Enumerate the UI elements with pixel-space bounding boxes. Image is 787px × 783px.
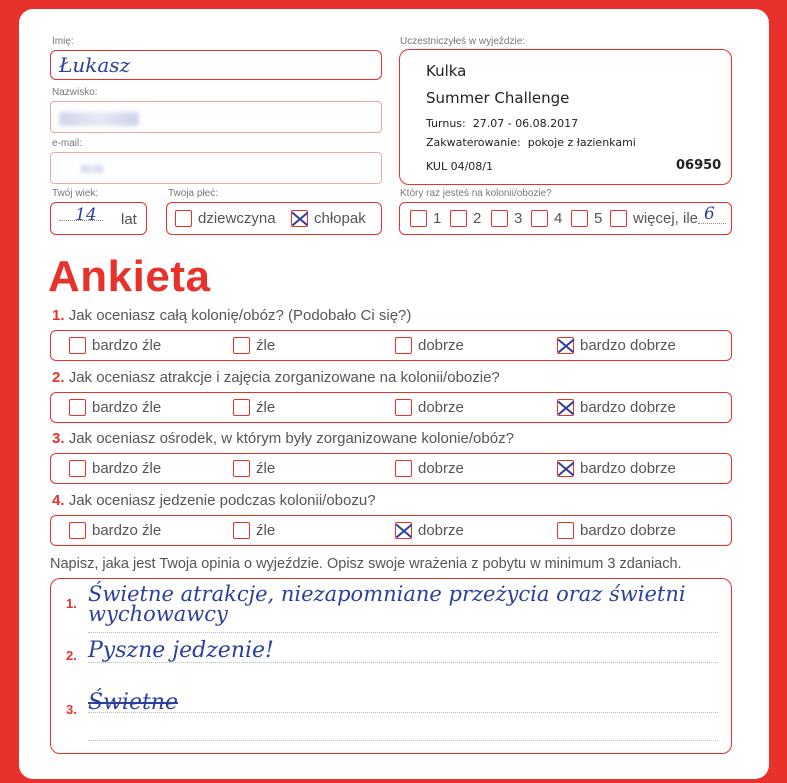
gender-option-boy[interactable] bbox=[291, 203, 366, 234]
email-redacted bbox=[81, 165, 103, 173]
opinion-prompt: Napisz, jaka jest Twoja opinia o wyjeździe. Opisz swoje wrażenia z pobytu w minimum 3 zdaniach. bbox=[50, 556, 682, 572]
answer-label: bardzo źle bbox=[92, 399, 162, 416]
writing-line bbox=[88, 632, 718, 633]
turnus-label: Turnus: bbox=[426, 117, 466, 130]
turnus-row bbox=[426, 117, 578, 130]
name-field[interactable] bbox=[50, 50, 382, 80]
question-number: 2. bbox=[52, 369, 65, 386]
question-number: 4. bbox=[52, 492, 65, 509]
question-text: Jak oceniasz jedzenie podczas kolonii/obozu? bbox=[68, 492, 376, 509]
answer-label: bardzo źle bbox=[92, 522, 162, 539]
answer-option[interactable] bbox=[395, 454, 464, 483]
checkbox[interactable] bbox=[557, 522, 574, 539]
answer-label: dobrze bbox=[418, 399, 464, 416]
checkbox[interactable] bbox=[69, 337, 86, 354]
checkbox-checked[interactable] bbox=[395, 522, 412, 539]
answer-option[interactable] bbox=[557, 331, 676, 360]
checkbox[interactable] bbox=[395, 460, 412, 477]
checkbox[interactable] bbox=[395, 337, 412, 354]
checkbox[interactable] bbox=[571, 210, 588, 227]
answer-option[interactable] bbox=[557, 516, 676, 545]
turnus-value: 27.07 - 06.08.2017 bbox=[472, 117, 579, 130]
answer-label: bardzo dobrze bbox=[580, 522, 676, 539]
gender-group bbox=[166, 202, 382, 235]
question-3 bbox=[52, 430, 514, 447]
checkbox-checked[interactable] bbox=[557, 337, 574, 354]
opinion-number-1: 1. bbox=[66, 596, 77, 611]
answer-option[interactable] bbox=[69, 331, 161, 360]
opinion-text-2: Pyszne jedzenie! bbox=[88, 638, 274, 663]
answer-label: źle bbox=[256, 337, 276, 354]
answer-option[interactable] bbox=[233, 331, 275, 360]
question-text: Jak oceniasz ośrodek, w którym były zorganizowane kolonie/obóz? bbox=[68, 430, 514, 447]
name-value: Łukasz bbox=[59, 53, 131, 77]
camp-code: KUL 04/08/1 bbox=[426, 160, 493, 173]
times-option-label: 3 bbox=[514, 210, 523, 227]
checkbox[interactable] bbox=[410, 210, 427, 227]
answer-option[interactable] bbox=[395, 331, 464, 360]
times-option-1[interactable] bbox=[410, 203, 441, 234]
checkbox[interactable] bbox=[233, 337, 250, 354]
checkbox[interactable] bbox=[69, 522, 86, 539]
writing-line bbox=[88, 712, 718, 713]
question-2 bbox=[52, 369, 500, 386]
participation-label: Uczestniczyłeś w wyjeździe: bbox=[400, 36, 526, 47]
answer-label: bardzo źle bbox=[92, 337, 162, 354]
answer-option[interactable] bbox=[69, 516, 161, 545]
age-field[interactable] bbox=[50, 202, 147, 235]
accommodation-label: Zakwaterowanie: bbox=[426, 136, 521, 149]
question-number: 1. bbox=[52, 307, 65, 324]
times-option-label: 2 bbox=[473, 210, 482, 227]
times-option-4[interactable] bbox=[531, 203, 562, 234]
checkbox[interactable] bbox=[395, 399, 412, 416]
camp-name: Kulka bbox=[426, 62, 467, 80]
times-option-label: 1 bbox=[433, 210, 442, 227]
answer-row-4 bbox=[50, 515, 732, 546]
gender-label: Twoja płeć: bbox=[168, 188, 219, 199]
accommodation-row bbox=[426, 136, 636, 149]
checkbox[interactable] bbox=[233, 460, 250, 477]
answer-label: bardzo dobrze bbox=[580, 460, 676, 477]
times-group bbox=[399, 202, 732, 235]
gender-option-label: dziewczyna bbox=[198, 210, 276, 227]
answer-option[interactable] bbox=[233, 454, 275, 483]
checkbox[interactable] bbox=[610, 210, 627, 227]
times-value: 6 bbox=[704, 204, 715, 224]
times-option-label: więcej, ile bbox=[633, 210, 699, 227]
answer-label: bardzo źle bbox=[92, 460, 162, 477]
answer-option[interactable] bbox=[233, 516, 275, 545]
camp-program: Summer Challenge bbox=[426, 89, 570, 107]
age-label: Twój wiek: bbox=[52, 188, 99, 199]
question-1 bbox=[52, 307, 411, 324]
question-number: 3. bbox=[52, 430, 65, 447]
surname-redacted bbox=[59, 112, 139, 126]
answer-label: dobrze bbox=[418, 460, 464, 477]
times-option-2[interactable] bbox=[450, 203, 481, 234]
writing-line bbox=[88, 740, 718, 741]
opinion-text-3: Świetne bbox=[88, 690, 178, 715]
checkbox[interactable] bbox=[233, 522, 250, 539]
answer-option[interactable] bbox=[69, 393, 161, 422]
answer-option[interactable] bbox=[557, 393, 676, 422]
question-text: Jak oceniasz atrakcje i zajęcia zorganizowane na kolonii/obozie? bbox=[68, 369, 500, 386]
answer-label: dobrze bbox=[418, 337, 464, 354]
answer-option[interactable] bbox=[395, 393, 464, 422]
survey-title: Ankieta bbox=[48, 252, 211, 301]
opinion-number-3: 3. bbox=[66, 702, 77, 717]
checkbox[interactable] bbox=[491, 210, 508, 227]
name-label: Imię: bbox=[52, 36, 74, 47]
times-option-3[interactable] bbox=[491, 203, 522, 234]
accommodation-value: pokoje z łazienkami bbox=[527, 136, 636, 149]
answer-label: źle bbox=[256, 460, 276, 477]
age-value: 14 bbox=[75, 205, 97, 225]
email-field[interactable] bbox=[50, 152, 382, 184]
checkbox-checked[interactable] bbox=[557, 460, 574, 477]
answer-label: źle bbox=[256, 522, 276, 539]
times-option-5[interactable] bbox=[571, 203, 602, 234]
times-label: Który raz jesteś na kolonii/obozie? bbox=[400, 188, 552, 199]
opinion-text-1: Świetne atrakcje, niezapomniane przeżycia oraz świetni wychowawcy bbox=[88, 582, 686, 626]
opinion-number-2: 2. bbox=[66, 648, 77, 663]
answer-option[interactable] bbox=[69, 454, 161, 483]
answer-option[interactable] bbox=[557, 454, 676, 483]
answer-row-3 bbox=[50, 453, 732, 484]
answer-option[interactable] bbox=[233, 393, 275, 422]
answer-row-1 bbox=[50, 330, 732, 361]
checkbox[interactable] bbox=[69, 399, 86, 416]
checkbox-checked[interactable] bbox=[291, 210, 308, 227]
checkbox[interactable] bbox=[175, 210, 192, 227]
camp-info-box bbox=[399, 49, 732, 185]
checkbox-checked[interactable] bbox=[557, 399, 574, 416]
checkbox[interactable] bbox=[531, 210, 548, 227]
surname-label: Nazwisko: bbox=[52, 87, 98, 98]
gender-option-label: chłopak bbox=[314, 210, 366, 227]
times-option-label: 5 bbox=[594, 210, 603, 227]
answer-option[interactable] bbox=[395, 516, 464, 545]
question-text: Jak oceniasz całą kolonię/obóz? (Podobało Ci się?) bbox=[68, 307, 412, 324]
answer-row-2 bbox=[50, 392, 732, 423]
answer-label: bardzo dobrze bbox=[580, 399, 676, 416]
answer-label: dobrze bbox=[418, 522, 464, 539]
checkbox[interactable] bbox=[233, 399, 250, 416]
times-option-label: 4 bbox=[554, 210, 563, 227]
surname-field[interactable] bbox=[50, 101, 382, 133]
checkbox[interactable] bbox=[450, 210, 467, 227]
age-unit: lat bbox=[121, 211, 137, 228]
checkbox[interactable] bbox=[69, 460, 86, 477]
question-4 bbox=[52, 492, 376, 509]
email-label: e-mail: bbox=[52, 138, 83, 149]
answer-label: bardzo dobrze bbox=[580, 337, 676, 354]
gender-option-girl[interactable] bbox=[175, 203, 276, 234]
times-option-more[interactable] bbox=[610, 203, 698, 234]
answer-label: źle bbox=[256, 399, 276, 416]
camp-number: 06950 bbox=[676, 158, 722, 173]
